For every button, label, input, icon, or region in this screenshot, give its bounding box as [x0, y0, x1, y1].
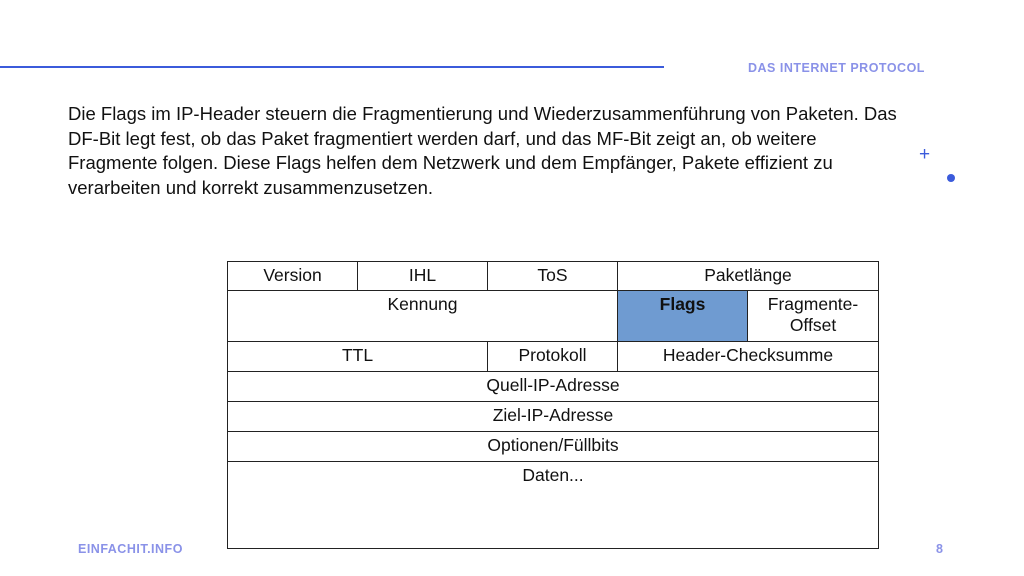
- table-row: [228, 372, 879, 402]
- table-row: [228, 402, 879, 432]
- cell-protokoll: Protokoll: [488, 342, 618, 372]
- plus-icon: +: [919, 144, 931, 165]
- dot-icon: [947, 174, 955, 182]
- cell-fragment-offset: Fragmente- Offset: [748, 291, 879, 342]
- cell-kennung: Kennung: [228, 291, 618, 342]
- table-row: [228, 432, 879, 462]
- body-paragraph: Die Flags im IP-Header steuern die Fragmentierung und Wiederzusammenführung von Paketen. Das DF-Bit legt fest, ob das Paket fragmentiert werden darf, und das MF-Bit zeigt an, ob weitere Fragmente folgen. Diese Flags helfen dem Netzwerk und dem Empfänger, Pakete effizient zu verarbeiten und korrekt zusammenzusetzen.: [68, 103, 897, 198]
- cell-version: Version: [228, 262, 358, 291]
- page-number: 8: [936, 542, 943, 556]
- table-row: [228, 462, 879, 549]
- table-row: [228, 262, 879, 291]
- table-row: [228, 342, 879, 372]
- cell-ihl: IHL: [358, 262, 488, 291]
- cell-ziel-ip: Ziel-IP-Adresse: [228, 402, 879, 432]
- ip-header-table: [227, 261, 879, 549]
- header-divider-line: [0, 66, 664, 68]
- cell-flags: Flags: [618, 291, 748, 342]
- cell-quell-ip: Quell-IP-Adresse: [228, 372, 879, 402]
- cell-checksumme: Header-Checksumme: [618, 342, 879, 372]
- cell-tos: ToS: [488, 262, 618, 291]
- footer-brand: EINFACHIT.INFO: [78, 542, 183, 556]
- cell-paketlaenge: Paketlänge: [618, 262, 879, 291]
- cell-optionen: Optionen/Füllbits: [228, 432, 879, 462]
- cell-ttl: TTL: [228, 342, 488, 372]
- cell-daten: Daten...: [228, 462, 879, 549]
- table-row: [228, 291, 879, 342]
- section-title: DAS INTERNET PROTOCOL: [748, 61, 925, 75]
